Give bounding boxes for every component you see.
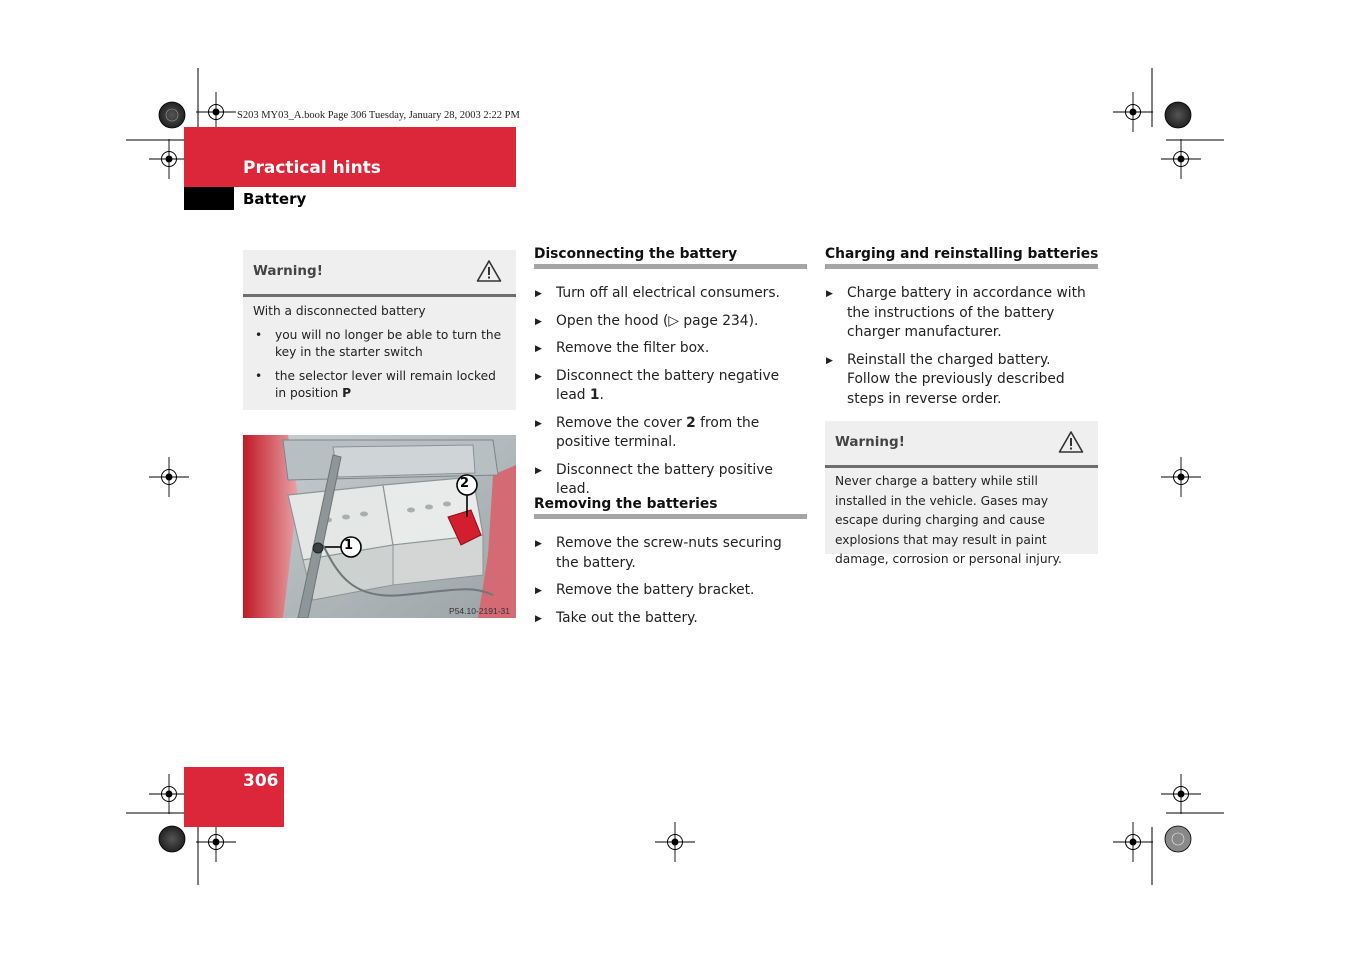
warning-box-1 (243, 250, 516, 410)
warning-header (825, 421, 1098, 468)
subsection-title: Battery (243, 190, 307, 208)
callout-2: 2 (460, 476, 470, 491)
warning-box-2 (825, 421, 1098, 566)
step-item: ▶ Disconnect the battery negative lead 1. (534, 367, 807, 406)
step-item: ▶ Remove the cover 2 from the positive terminal. (534, 414, 807, 453)
charging-section (825, 246, 1098, 417)
step-item: ▶ Take out the battery. (534, 609, 807, 629)
section-heading: Disconnecting the battery (534, 246, 807, 269)
warning-item: • you will no longer be able to turn the key in the starter switch (253, 327, 506, 362)
warning-title: Warning! (253, 263, 323, 279)
step-item: ▶ Remove the screw-nuts securing the battery. (534, 534, 807, 573)
warning-triangle-icon (476, 259, 502, 283)
print-info: S203 MY03_A.book Page 306 Tuesday, January 28, 2003 2:22 PM (237, 110, 520, 121)
warning-list (253, 327, 506, 403)
warning-body (243, 297, 516, 417)
battery-figure (243, 435, 516, 618)
callout-1: 1 (344, 538, 354, 553)
section-title: Practical hints (243, 158, 381, 178)
page-number: 306 (243, 771, 279, 791)
disconnecting-steps (534, 284, 807, 500)
section-heading: Removing the batteries (534, 496, 807, 519)
warning-triangle-icon (1058, 430, 1084, 454)
step-item: ▶ Disconnect the battery positive lead. (534, 461, 807, 500)
header-marker (184, 187, 234, 210)
step-item: ▶ Remove the filter box. (534, 339, 807, 359)
header-bar (184, 127, 516, 187)
warning-title: Warning! (835, 434, 905, 450)
warning-item: • the selector lever will remain locked in position P (253, 368, 506, 403)
step-item: ▶ Reinstall the charged battery. Follow the previously described steps in reverse order. (825, 351, 1098, 410)
battery-illustration (243, 435, 516, 618)
position-letter: P (342, 386, 352, 400)
step-item: ▶ Turn off all electrical consumers. (534, 284, 807, 304)
warning-intro: With a disconnected battery (253, 304, 426, 318)
step-item: ▶ Open the hood (▷ page 234). (534, 312, 807, 332)
removing-steps (534, 534, 807, 628)
disconnecting-section (534, 246, 807, 508)
charging-steps (825, 284, 1098, 409)
figure-code: P54.10-2191-31 (449, 606, 510, 616)
warning-header (243, 250, 516, 297)
warning-text: Never charge a battery while still installed in the vehicle. Gases may escape during charging and cause explosions that may result in paint damage, corrosion or personal injury. (835, 474, 1062, 566)
removing-section (534, 496, 807, 636)
step-item: ▶ Charge battery in accordance with the instructions of the battery charger manufacturer. (825, 284, 1098, 343)
step-item: ▶ Remove the battery bracket. (534, 581, 807, 601)
section-heading: Charging and reinstalling batteries (825, 246, 1098, 269)
